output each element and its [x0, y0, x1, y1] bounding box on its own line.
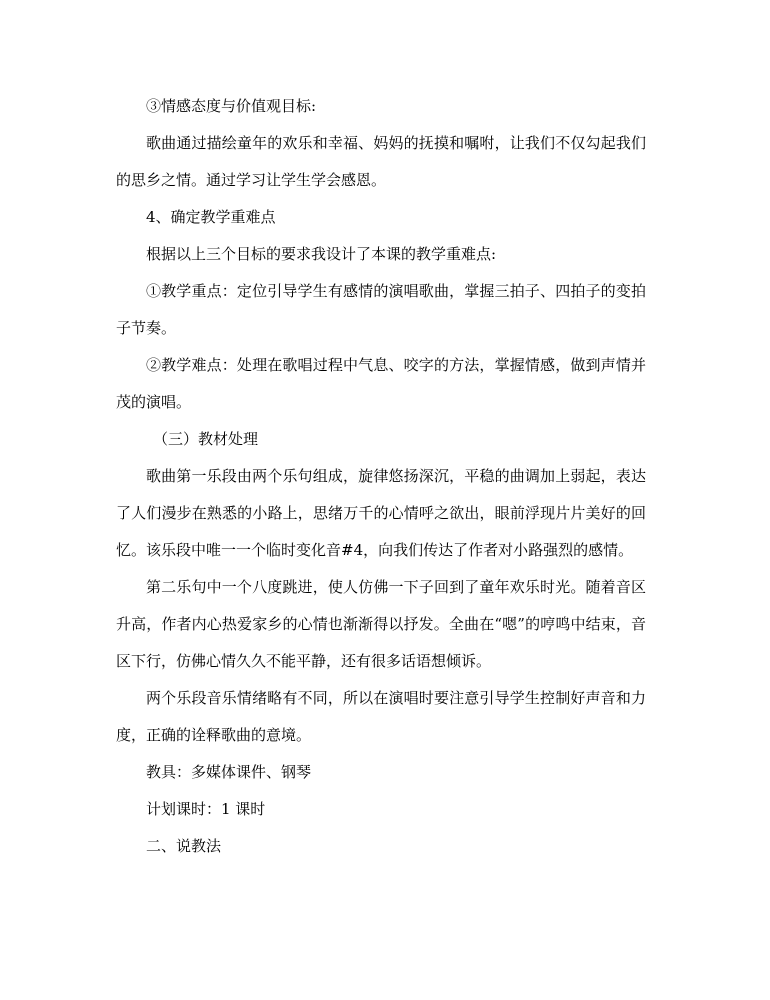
paragraph-song-description: 歌曲通过描绘童年的欢乐和幸福、妈妈的抚摸和嘱咐，让我们不仅勾起我们的思乡之情。通过学习让学生学会感恩。: [116, 134, 646, 189]
paragraph-class-hours: 计划课时：1 课时: [146, 800, 266, 818]
paragraph-first-section: 歌曲第一乐段由两个乐句组成，旋律悠扬深沉，平稳的曲调加上弱起，表达了人们漫步在熟悉的小路上，思绪万千的心情呼之欲出，眼前浮现片片美好的回忆。该乐段中唯一一个临时变化音#4，向我们传达了作者对小路强烈的感情。: [116, 467, 646, 559]
paragraph-goal-emotion: ③情感态度与价值观目标:: [146, 97, 317, 115]
paragraph-second-phrase: 第二乐句中一个八度跳进，使人仿佛一下子回到了童年欢乐时光。随着音区升高，作者内心热爱家乡的心情也渐渐得以抒发。全曲在“嗯”的哼鸣中结束，音区下行，仿佛心情久久不能平静，还有很多话语想倾诉。: [116, 578, 646, 670]
document-body: [116, 88, 646, 865]
paragraph-key-points-intro: 根据以上三个目标的要求我设计了本课的教学重难点:: [146, 245, 497, 263]
paragraph-teaching-focus: ①教学重点：定位引导学生有感情的演唱歌曲，掌握三拍子、四拍子的变拍子节奏。: [116, 282, 646, 337]
paragraph-heading-material: （三）教材处理: [153, 430, 259, 448]
paragraph-heading-key-points: 4、确定教学重难点: [146, 208, 276, 226]
paragraph-teaching-aids: 教具：多媒体课件、钢琴: [146, 763, 312, 781]
paragraph-two-sections: 两个乐段音乐情绪略有不同，所以在演唱时要注意引导学生控制好声音和力度，正确的诠释歌曲的意境。: [116, 689, 646, 744]
paragraph-teaching-difficulty: ②教学难点：处理在歌唱过程中气息、咬字的方法，掌握情感，做到声情并茂的演唱。: [116, 356, 646, 411]
paragraph-heading-methods: 二、说教法: [146, 837, 222, 855]
